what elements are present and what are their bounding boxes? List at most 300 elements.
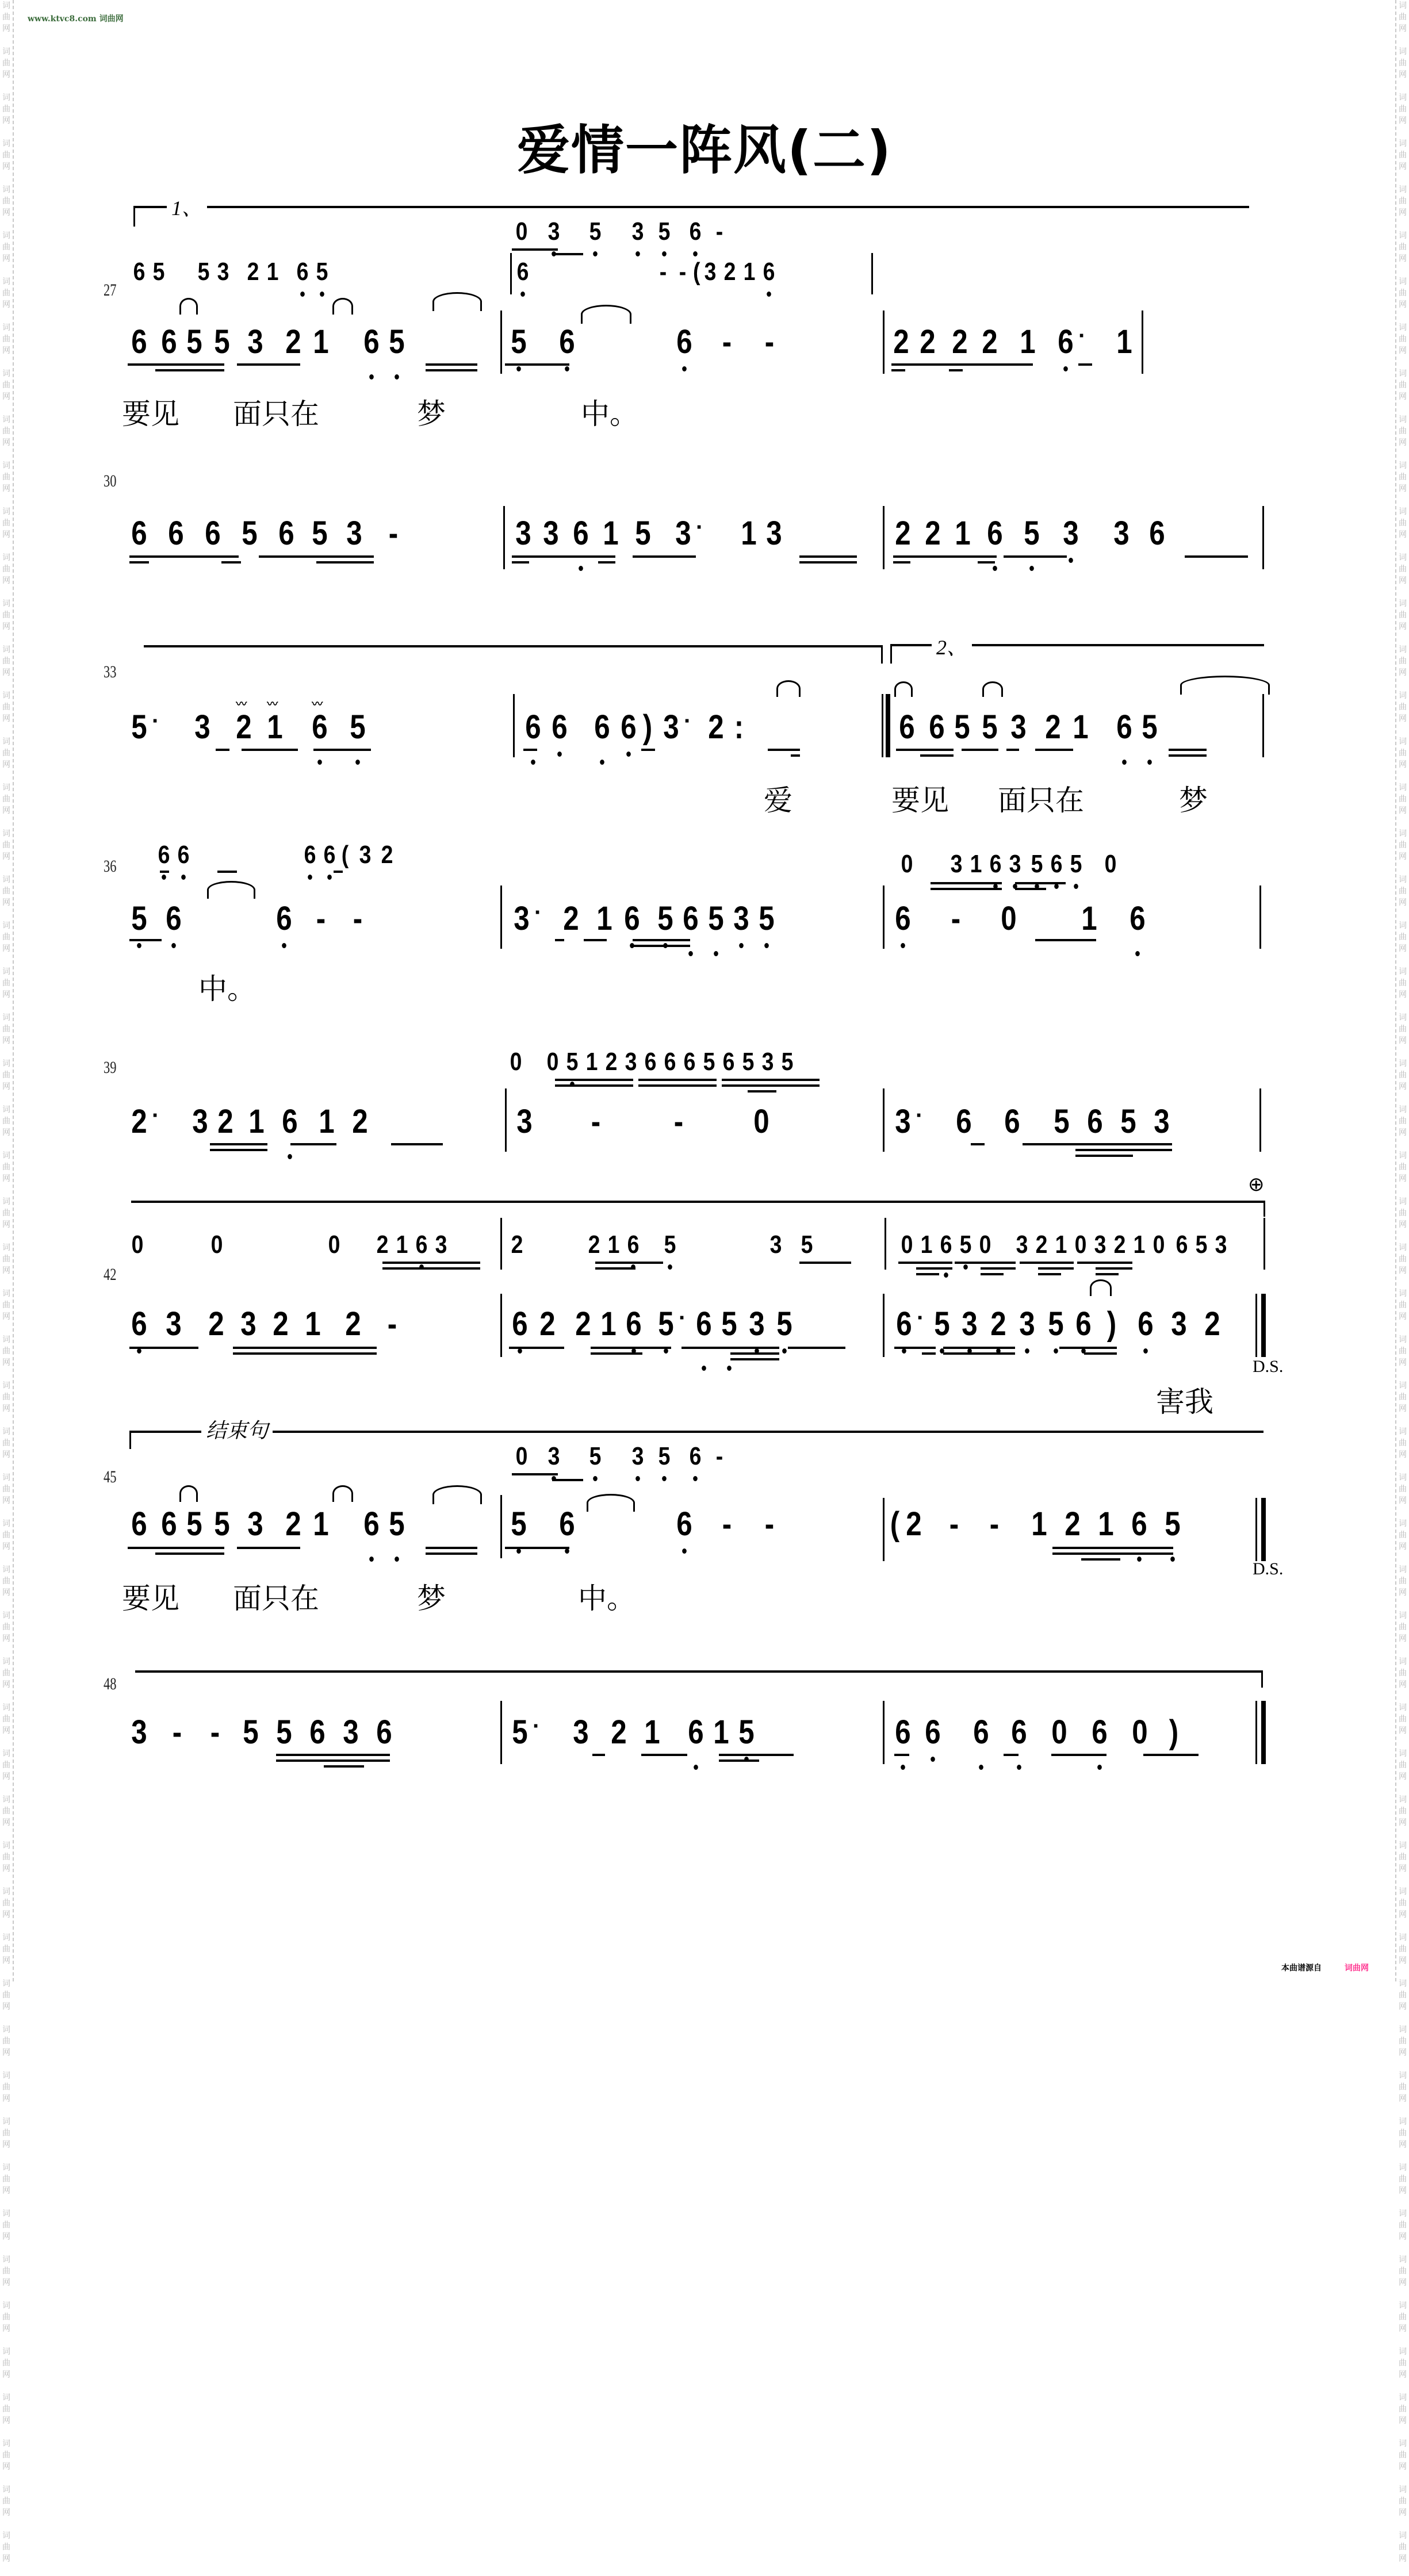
underline — [237, 363, 300, 366]
watermark-char: 词 — [2, 139, 10, 148]
watermark-char: 曲 — [1399, 197, 1407, 206]
underline — [916, 1273, 939, 1275]
watermark-char: 网 — [1399, 852, 1407, 861]
right-watermark-strip — [1395, 0, 1409, 2563]
note: 5 — [756, 900, 777, 938]
watermark-char: 网 — [1399, 2324, 1407, 2333]
main-voice-m2 — [511, 515, 787, 553]
watermark-gap — [1396, 494, 1409, 506]
note: 3 — [514, 900, 530, 937]
watermark-char: 曲 — [1399, 1669, 1407, 1678]
note: 6 — [175, 841, 192, 869]
underline — [971, 1143, 985, 1145]
underline — [523, 749, 537, 751]
octave-dot-icon — [1170, 1557, 1175, 1562]
octave-dot-icon — [531, 760, 535, 765]
octave-dot-icon — [668, 1264, 672, 1270]
underline — [955, 1262, 1016, 1264]
watermark-char: 词 — [1399, 1473, 1407, 1482]
watermark-gap — [1396, 2196, 1409, 2208]
watermark-char: 词 — [2, 2439, 10, 2448]
watermark-char: 曲 — [1399, 1439, 1407, 1448]
watermark-char: 网 — [2, 714, 10, 723]
final-barline — [1261, 1498, 1266, 1561]
barline — [871, 253, 873, 294]
watermark-char: 曲 — [1399, 243, 1407, 252]
watermark-char: 曲 — [2, 1991, 10, 2000]
note: 6 — [1087, 1103, 1103, 1140]
note: 3 — [895, 1103, 911, 1140]
watermark-char: 词 — [1399, 1013, 1407, 1022]
watermark-char: 网 — [1399, 2094, 1407, 2103]
barline — [1262, 506, 1264, 569]
watermark-char: 网 — [1399, 2554, 1407, 2563]
watermark-char: 曲 — [2, 1301, 10, 1310]
watermark-gap — [0, 310, 13, 322]
watermark-char: 曲 — [1399, 2129, 1407, 2138]
watermark-char: 词 — [1399, 507, 1407, 516]
note: 3 — [1215, 1230, 1227, 1259]
watermark-char: 网 — [1399, 760, 1407, 769]
octave-dot-icon — [1143, 1348, 1148, 1354]
watermark-gap — [1396, 1920, 1409, 1932]
octave-dot-icon — [901, 943, 905, 948]
watermark-char: 网 — [1399, 300, 1407, 309]
note: 1 — [600, 1305, 617, 1343]
watermark-gap — [1396, 1276, 1409, 1288]
watermark-gap — [1396, 816, 1409, 828]
watermark-char: 词 — [1399, 461, 1407, 470]
main-voice — [127, 1103, 373, 1141]
octave-dot-icon — [1025, 1348, 1029, 1354]
note: 0 — [510, 1048, 522, 1076]
octave-dot-icon — [579, 566, 583, 571]
note: 3 — [704, 258, 717, 286]
underline — [1081, 1558, 1120, 1561]
underline — [426, 369, 477, 371]
slur — [776, 680, 801, 697]
watermark-char: 网 — [2, 1266, 10, 1275]
note: 3 — [515, 515, 531, 552]
octave-dot-icon — [727, 1366, 732, 1371]
watermark-char: 曲 — [2, 473, 10, 482]
note: 6 — [556, 323, 577, 361]
watermark-gap — [1396, 2058, 1409, 2070]
underline — [799, 555, 857, 558]
watermark-char: 词 — [2, 1933, 10, 1942]
watermark-char: 词 — [2, 2025, 10, 2034]
note: 6 — [1128, 1505, 1150, 1543]
underline — [1169, 749, 1207, 751]
watermark-char: 网 — [1399, 70, 1407, 79]
main-voice-m3 — [890, 1103, 1174, 1141]
watermark-gap — [0, 954, 13, 966]
note: 3 — [546, 1442, 562, 1471]
augmentation-dot: · — [679, 1305, 687, 1331]
note: 5 — [386, 1505, 407, 1543]
note: 6 — [302, 841, 319, 869]
tie — [581, 305, 631, 324]
augmentation-dot: · — [696, 515, 704, 540]
watermark-gap — [1396, 2380, 1409, 2392]
note: 2 — [285, 1505, 301, 1543]
underline — [920, 754, 954, 757]
watermark-gap — [0, 2104, 13, 2116]
note: 6 — [922, 1713, 943, 1751]
underline — [722, 1084, 820, 1087]
watermark-char: 曲 — [2, 795, 10, 804]
watermark-gap — [1396, 1368, 1409, 1380]
underline — [334, 871, 343, 873]
underline — [730, 1352, 779, 1355]
note: 6 — [278, 515, 294, 552]
note: 6 — [644, 1048, 657, 1076]
note: 2 — [987, 1305, 1009, 1343]
note: 6 — [892, 900, 913, 938]
note: - — [715, 1442, 723, 1470]
augmentation-dot: · — [152, 708, 160, 734]
octave-dot-icon — [1029, 566, 1034, 571]
watermark-gap — [0, 2518, 13, 2530]
watermark-char: 词 — [2, 599, 10, 608]
octave-dot-icon — [682, 366, 687, 371]
watermark-char: 网 — [1399, 714, 1407, 723]
note: 2 — [381, 841, 393, 869]
note: - — [764, 1505, 775, 1543]
watermark-char: 曲 — [2, 979, 10, 988]
note: 6 — [509, 1305, 530, 1343]
note: 1 — [266, 258, 279, 286]
note: 6 — [680, 900, 701, 938]
underline — [1004, 1754, 1019, 1756]
note: - — [715, 217, 723, 246]
underline — [1096, 1273, 1119, 1275]
watermark-char: 曲 — [1399, 2267, 1407, 2276]
watermark-char: 网 — [1399, 1220, 1407, 1229]
watermark-char: 曲 — [2, 13, 10, 22]
note: 6 — [549, 708, 570, 746]
watermark-gap — [1396, 1322, 1409, 1334]
note: 1 — [596, 900, 612, 937]
volta-2-label: 2、 — [932, 631, 972, 661]
underline — [316, 561, 374, 564]
watermark-char: 词 — [1399, 2485, 1407, 2494]
page-title: 爱情一阵风(二) — [516, 120, 893, 181]
watermark-char: 词 — [2, 1473, 10, 1482]
main-voice-m3 — [890, 1713, 1180, 1751]
underline — [259, 555, 374, 558]
note: 5 — [655, 1305, 676, 1343]
underline — [893, 561, 910, 564]
octave-dot-icon — [162, 875, 166, 880]
watermark-char: 词 — [1399, 1243, 1407, 1252]
watermark-char: 曲 — [2, 1209, 10, 1218]
main-voice-m3 — [890, 900, 1150, 938]
octave-dot-icon — [520, 292, 525, 297]
main-voice-m3 — [894, 708, 1162, 746]
watermark-gap — [1396, 540, 1409, 552]
underline — [276, 1759, 390, 1762]
underline — [1096, 1267, 1132, 1270]
final-barline — [1261, 1294, 1266, 1357]
underline — [638, 1079, 717, 1081]
octave-dot-icon — [682, 1548, 687, 1554]
underline — [633, 945, 690, 947]
note: 5 — [656, 217, 673, 246]
watermark-char: 词 — [1399, 2255, 1407, 2264]
watermark-char: 网 — [2, 622, 10, 631]
watermark-gap — [1396, 1184, 1409, 1196]
underline — [426, 1547, 477, 1549]
underline — [216, 749, 229, 751]
bracket-line — [131, 1201, 1265, 1203]
note: 2 — [723, 258, 736, 286]
note: 5 — [958, 1230, 974, 1259]
watermark-char: 曲 — [1399, 1393, 1407, 1402]
underline — [943, 1352, 1015, 1355]
watermark-char: 词 — [2, 1657, 10, 1666]
barline — [883, 1294, 885, 1357]
watermark-gap — [0, 1138, 13, 1150]
ending-hook — [129, 1432, 131, 1449]
watermark-char: 网 — [1399, 2370, 1407, 2379]
watermark-char: 词 — [2, 1611, 10, 1620]
watermark-gap — [1396, 356, 1409, 368]
underline — [894, 1754, 909, 1756]
watermark-char: 曲 — [1399, 2405, 1407, 2414]
watermark-char: 曲 — [2, 1715, 10, 1724]
watermark-char: 网 — [2, 2186, 10, 2195]
brand-link[interactable]: 词曲网 — [1345, 1964, 1369, 1973]
watermark-char: 词 — [2, 1105, 10, 1114]
note: 2 — [247, 258, 259, 286]
watermark-char: 词 — [2, 461, 10, 470]
underline — [638, 1084, 717, 1087]
credit-text: 本曲谱源自 — [1281, 1964, 1322, 1973]
watermark-gap — [0, 1920, 13, 1932]
note: 5 — [197, 258, 210, 286]
watermark-gap — [0, 402, 13, 414]
watermark-char: 词 — [1399, 1979, 1407, 1988]
note: - — [591, 1103, 601, 1140]
measure-number: 45 — [104, 1467, 117, 1486]
note: 3 — [346, 515, 362, 552]
watermark-gap — [1396, 80, 1409, 92]
watermark-char: 词 — [2, 1335, 10, 1344]
octave-dot-icon — [664, 1348, 668, 1354]
underline — [641, 1754, 687, 1756]
barline — [500, 1294, 502, 1357]
watermark-gap — [1396, 1506, 1409, 1518]
watermark-char: 网 — [2, 1036, 10, 1045]
watermark-char: 网 — [1399, 208, 1407, 217]
underline — [555, 939, 564, 941]
note: 2 — [131, 1103, 147, 1140]
watermark-char: 词 — [2, 1795, 10, 1804]
note: 5 — [152, 258, 165, 286]
watermark-gap — [1396, 1230, 1409, 1242]
note: 0 — [1001, 900, 1017, 937]
octave-dot-icon — [993, 566, 997, 571]
note: - — [673, 1103, 684, 1140]
underline — [233, 1347, 377, 1349]
watermark-char: 曲 — [1399, 2175, 1407, 2184]
note: 6 — [892, 1713, 913, 1751]
upper-voice-m2 — [507, 1230, 817, 1259]
lyric: 面只在 — [233, 1582, 319, 1615]
watermark-gap — [1396, 2288, 1409, 2300]
watermark-char: 网 — [2, 2462, 10, 2471]
watermark-char: 网 — [1399, 392, 1407, 401]
watermark-char: 网 — [2, 300, 10, 309]
note: 3 — [1016, 1230, 1028, 1259]
watermark-char: 词 — [1399, 1749, 1407, 1758]
octave-dot-icon — [395, 1557, 399, 1562]
watermark-char: 网 — [2, 1082, 10, 1091]
underline — [1084, 1352, 1117, 1355]
watermark-char: 网 — [2, 1358, 10, 1367]
watermark-gap — [0, 2334, 13, 2346]
watermark-char: 词 — [2, 1979, 10, 1988]
octave-dot-icon — [369, 374, 374, 379]
watermark-char: 曲 — [2, 2221, 10, 2230]
watermark-char: 词 — [1399, 1427, 1407, 1436]
watermark-char: 曲 — [1399, 2359, 1407, 2368]
ending-line — [129, 1431, 1263, 1433]
watermark-char: 词 — [1399, 875, 1407, 884]
octave-dot-icon — [782, 1348, 787, 1354]
underline — [426, 363, 477, 366]
slur — [982, 681, 1003, 697]
note: 3 — [1010, 708, 1027, 746]
underline — [276, 1754, 390, 1756]
watermark-gap — [0, 2242, 13, 2254]
watermark-char: 网 — [2, 2554, 10, 2563]
watermark-char: 词 — [2, 2531, 10, 2540]
watermark-char: 词 — [2, 1887, 10, 1896]
note: ( — [341, 841, 349, 869]
watermark-gap — [1396, 1874, 1409, 1886]
underline — [722, 1079, 820, 1081]
octave-dot-icon — [944, 1272, 948, 1278]
watermark-char: 网 — [1399, 1358, 1407, 1367]
watermark-char: 曲 — [1399, 1485, 1407, 1494]
watermark-gap — [1396, 1414, 1409, 1426]
note: 0 — [1051, 1713, 1067, 1751]
octave-dot-icon — [1069, 558, 1073, 563]
barline — [510, 253, 512, 294]
underline — [382, 1267, 480, 1270]
barline — [500, 885, 502, 949]
trill-icon: 〰 — [267, 697, 278, 711]
watermark-char: 曲 — [2, 703, 10, 712]
note: 6 — [279, 1103, 300, 1141]
note: 6 — [156, 841, 173, 869]
note: 2 — [345, 1305, 361, 1343]
watermark-char: 网 — [1399, 1956, 1407, 1965]
watermark-char: 曲 — [1399, 473, 1407, 482]
underline — [210, 1143, 267, 1145]
watermark-char: 词 — [2, 2071, 10, 2080]
note: - — [172, 1713, 182, 1751]
watermark-char: 网 — [1399, 1680, 1407, 1689]
watermark-char: 网 — [1399, 806, 1407, 815]
watermark-gap — [0, 1460, 13, 1472]
slur — [894, 681, 913, 697]
note: 0 — [901, 1230, 913, 1259]
underline — [426, 1552, 477, 1555]
note: 1 — [396, 1230, 408, 1259]
watermark-char: 网 — [2, 484, 10, 493]
watermark-char: 词 — [2, 1381, 10, 1390]
note: 1 — [1133, 1230, 1146, 1259]
note: 1 — [305, 1305, 321, 1343]
watermark-char: 曲 — [2, 2129, 10, 2138]
watermark-char: 曲 — [2, 105, 10, 114]
watermark-char: 网 — [1399, 1036, 1407, 1045]
note: 3 — [730, 900, 752, 938]
note: 6 — [591, 708, 612, 746]
barline — [505, 1088, 507, 1152]
tie — [432, 292, 482, 311]
underline — [633, 939, 690, 941]
note: 6 — [1135, 1305, 1156, 1343]
watermark-char: 曲 — [2, 841, 10, 850]
watermark-char: 曲 — [1399, 1531, 1407, 1540]
barline — [883, 1088, 885, 1152]
watermark-char: 网 — [1399, 1634, 1407, 1643]
underline — [512, 1473, 558, 1475]
watermark-gap — [0, 2196, 13, 2208]
watermark-gap — [0, 908, 13, 920]
watermark-char: 网 — [1399, 1312, 1407, 1321]
underline — [591, 1352, 642, 1355]
watermark-char: 词 — [2, 1841, 10, 1850]
underline — [382, 1262, 480, 1264]
note: 0 — [515, 1442, 528, 1470]
underline — [633, 555, 696, 558]
watermark-char: 曲 — [1399, 1899, 1407, 1908]
watermark-char: 网 — [1399, 1588, 1407, 1597]
watermark-char: 网 — [1399, 898, 1407, 907]
underline — [894, 1347, 936, 1349]
octave-dot-icon — [395, 374, 399, 379]
watermark-gap — [1396, 2012, 1409, 2024]
volta-1-label: 1、 — [167, 192, 207, 221]
underline — [509, 1347, 564, 1349]
watermark-char: 词 — [2, 185, 10, 194]
note: 6 — [515, 258, 531, 286]
note: 5 — [386, 323, 407, 361]
main-voice — [127, 515, 406, 553]
watermark-char: 网 — [2, 116, 10, 125]
barline — [513, 694, 515, 757]
note: 3 — [1094, 1230, 1106, 1259]
octave-dot-icon — [767, 292, 771, 297]
note: 3 — [625, 1048, 637, 1076]
repeat-barline — [886, 694, 890, 757]
trill-icon: 〰 — [236, 697, 247, 711]
watermark-char: 网 — [1399, 24, 1407, 33]
watermark-char: 词 — [2, 553, 10, 562]
watermark-gap — [1396, 1046, 1409, 1058]
watermark-char: 曲 — [1399, 611, 1407, 620]
watermark-char: 网 — [1399, 2416, 1407, 2425]
note: - — [951, 900, 961, 937]
slur — [179, 1485, 198, 1502]
watermark-char: 词 — [1399, 1565, 1407, 1574]
note: 6 — [929, 708, 945, 746]
